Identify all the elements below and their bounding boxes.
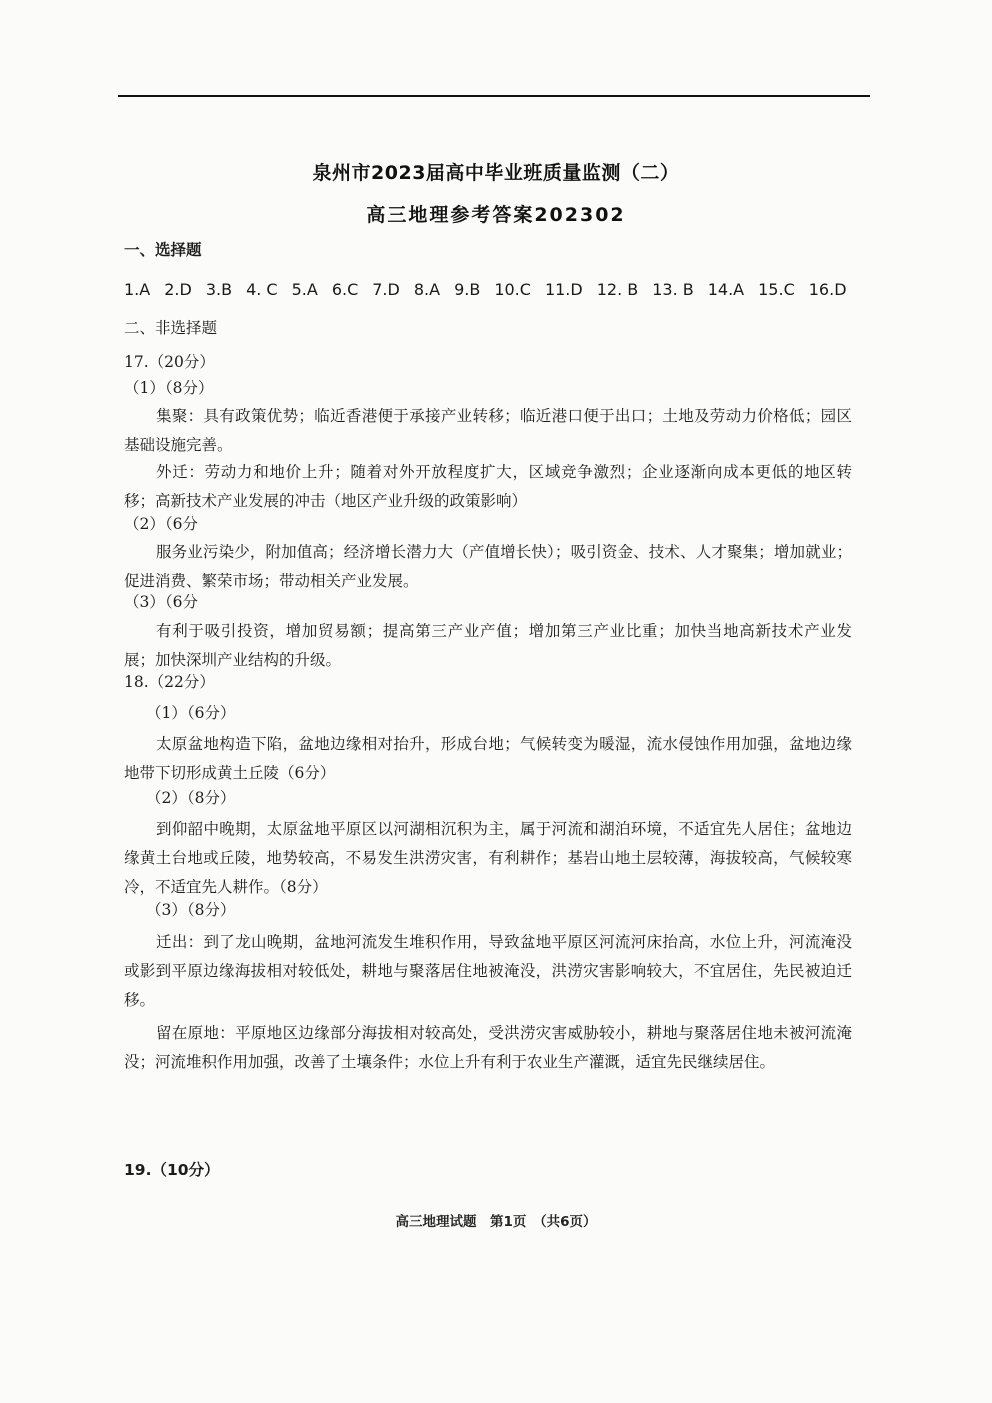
choice-answer: 4. C — [246, 280, 278, 299]
choice-answer: 14.A — [707, 280, 745, 299]
choice-answer-list — [124, 280, 864, 299]
q17-part1-heading: （1）（8分） — [124, 379, 214, 397]
choice-answer: 11.D — [544, 280, 583, 299]
q17-part3-answer: 有利于吸引投资，增加贸易额；提高第三产业产值；增加第三产业比重；加快当地高新技术产业发展；加快深圳产业结构的升级。 — [124, 622, 852, 669]
q17-part2-heading: （2）（6分 — [124, 515, 198, 533]
q17-part1-relocation-answer: 外迁：劳动力和地价上升；随着对外开放程度扩大，区域竞争激烈；企业逐渐向成本更低的地区转移；高新技术产业发展的冲击（地区产业升级的政策影响） — [124, 463, 852, 510]
choice-answer: 5.A — [291, 280, 318, 299]
choice-answer: 12. B — [596, 280, 639, 299]
document-title: 泉州市2023届高中毕业班质量监测（二） — [312, 162, 680, 184]
choice-answer: 15.C — [758, 280, 795, 299]
q18-part1-heading: （1）（6分） — [146, 704, 236, 722]
section1-heading: 一、选择题 — [124, 241, 202, 259]
q17-part1-cluster-answer: 集聚：具有政策优势；临近香港便于承接产业转移；临近港口便于出口；土地及劳动力价格低；园区基础设施完善。 — [124, 407, 852, 454]
choice-answer: 16.D — [808, 280, 847, 299]
q18-part3-moveout-answer: 迁出：到了龙山晚期，盆地河流发生堆积作用，导致盆地平原区河流河床抬高，水位上升，河流淹没或影到平原边缘海拔相对较低处，耕地与聚落居住地被淹没，洪涝灾害影响较大，不宜居住，先民被迫迁移。 — [124, 933, 852, 1009]
choice-answer: 13. B — [652, 280, 694, 299]
q18-part3-heading: （3）（8分） — [146, 901, 236, 919]
choice-answer: 3.B — [205, 280, 233, 299]
q17-part2-answer: 服务业污染少，附加值高；经济增长潜力大（产值增长快）；吸引资金、技术、人才聚集；增加就业；促进消费、繁荣市场；带动相关产业发展。 — [124, 543, 852, 590]
q18-heading: 18.（22分） — [124, 673, 215, 691]
q18-part2-answer: 到仰韶中晚期，太原盆地平原区以河湖相沉积为主，属于河流和湖泊环境，不适宜先人居住；盆地边缘黄土台地或丘陵，地势较高，不易发生洪涝灾害，有利耕作；基岩山地土层较薄，海拔较高，气候较寒冷，不适宜先人耕作。（8分） — [124, 820, 852, 896]
choice-answer: 1.A — [124, 280, 151, 299]
q17-part3-heading: （3）（6分 — [124, 593, 198, 611]
choice-answer: 8.A — [413, 280, 441, 299]
choice-answer: 10.C — [494, 280, 531, 299]
q17-heading: 17.（20分） — [124, 353, 215, 371]
document-subtitle: 高三地理参考答案202302 — [366, 204, 626, 226]
q18-part2-heading: （2）（8分） — [146, 789, 236, 807]
top-rule — [118, 95, 870, 97]
choice-answer: 9.B — [454, 280, 481, 299]
choice-answer: 6.C — [331, 280, 359, 299]
q18-part3-stay-answer: 留在原地：平原地区边缘部分海拔相对较高处，受洪涝灾害威胁较小，耕地与聚落居住地未被河流淹没；河流堆积作用加强，改善了土壤条件；水位上升有利于农业生产灌溉，适宜先民继续居住。 — [124, 1024, 852, 1071]
choice-answer: 7.D — [372, 280, 400, 299]
page-footer: 高三地理试题 第1页 （共6页） — [395, 1214, 597, 1230]
q18-part1-answer: 太原盆地构造下陷，盆地边缘相对抬升，形成台地；气候转变为暖湿，流水侵蚀作用加强，盆地边缘地带下切形成黄土丘陵（6分） — [124, 735, 852, 782]
section2-heading: 二、非选择题 — [124, 319, 218, 337]
q19-heading: 19.（10分） — [124, 1161, 220, 1179]
choice-answer: 2.D — [164, 280, 192, 299]
